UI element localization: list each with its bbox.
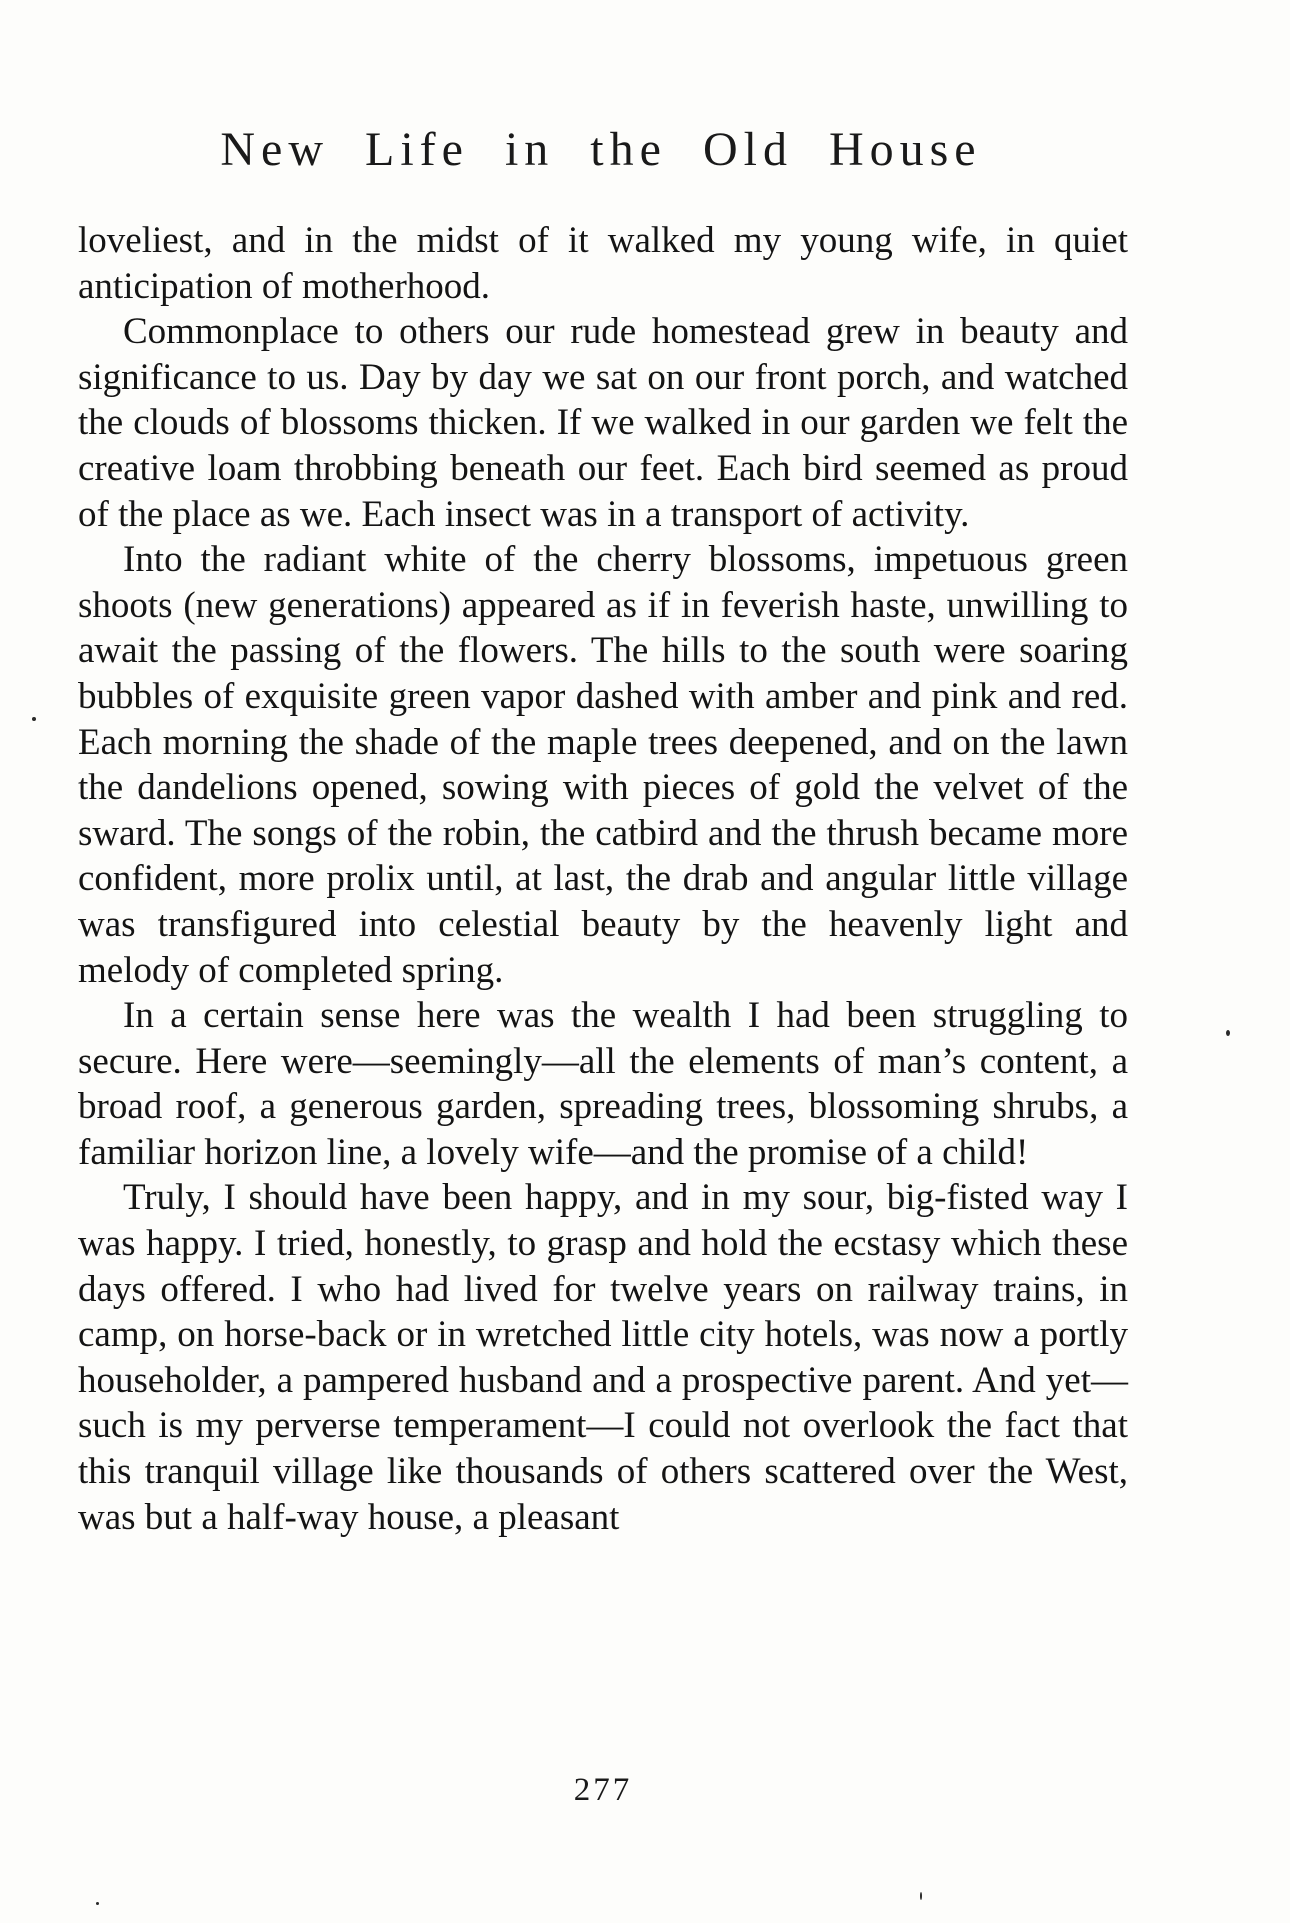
paragraph: Commonplace to others our rude homestead grew in beauty and significance to us. Day by day we sat on our front porch, and watched the clouds of blossoms thicken. If we walked in our garden we felt the creative loam throbbing beneath our feet. Each bird seemed as proud of the place as we. Each insect was in a transport of activity.: [78, 311, 1128, 535]
scan-speck: [1226, 1030, 1230, 1036]
paragraph: In a certain sense here was the wealth I had been struggling to secure. Here were—seemingly—all the elements of man’s content, a broad roof, a generous garden, spreading trees, blossoming shrubs, a familiar horizon line, a lovely wife—and the promise of a child!: [78, 995, 1128, 1173]
paragraph: Into the radiant white of the cherry blossoms, impetuous green shoots (new generations) appeared as if in feverish haste, unwilling to await the passing of the flowers. The hills to the south were soaring bubbles of exquisite green vapor dashed with amber and pink and red. Each morning the shade of the maple trees deepened, and on the lawn the dandelions opened, sowing with pieces of gold the velvet of the sward. The songs of the robin, the catbird and the thrush became more confident, more prolix until, at last, the drab and angular little village was transfigured into celestial beauty by the heavenly light and melody of completed spring.: [78, 539, 1128, 991]
scan-speck: [920, 1892, 922, 1900]
body-text: [78, 218, 1128, 1540]
scan-speck: [96, 1902, 99, 1905]
running-title: New Life in the Old House: [220, 123, 982, 176]
paragraph: Truly, I should have been happy, and in my sour, big-fisted way I was happy. I tried, honestly, to grasp and hold the ecstasy which these days offered. I who had lived for twelve years on railway trains, in camp, on horse-back or in wretched little city hotels, was now a portly householder, a pampered husband and a prospective parent. And yet— such is my perverse temperament—I could not overlook the fact that this tranquil village like thousands of others scattered over the West, was but a half-way house, a pleasant: [78, 1177, 1128, 1538]
paragraph-continued: loveliest, and in the midst of it walked my young wife, in quiet anticipation of motherhood.: [78, 220, 1128, 307]
scan-speck: [32, 717, 36, 721]
page-number: 277: [573, 1772, 633, 1808]
